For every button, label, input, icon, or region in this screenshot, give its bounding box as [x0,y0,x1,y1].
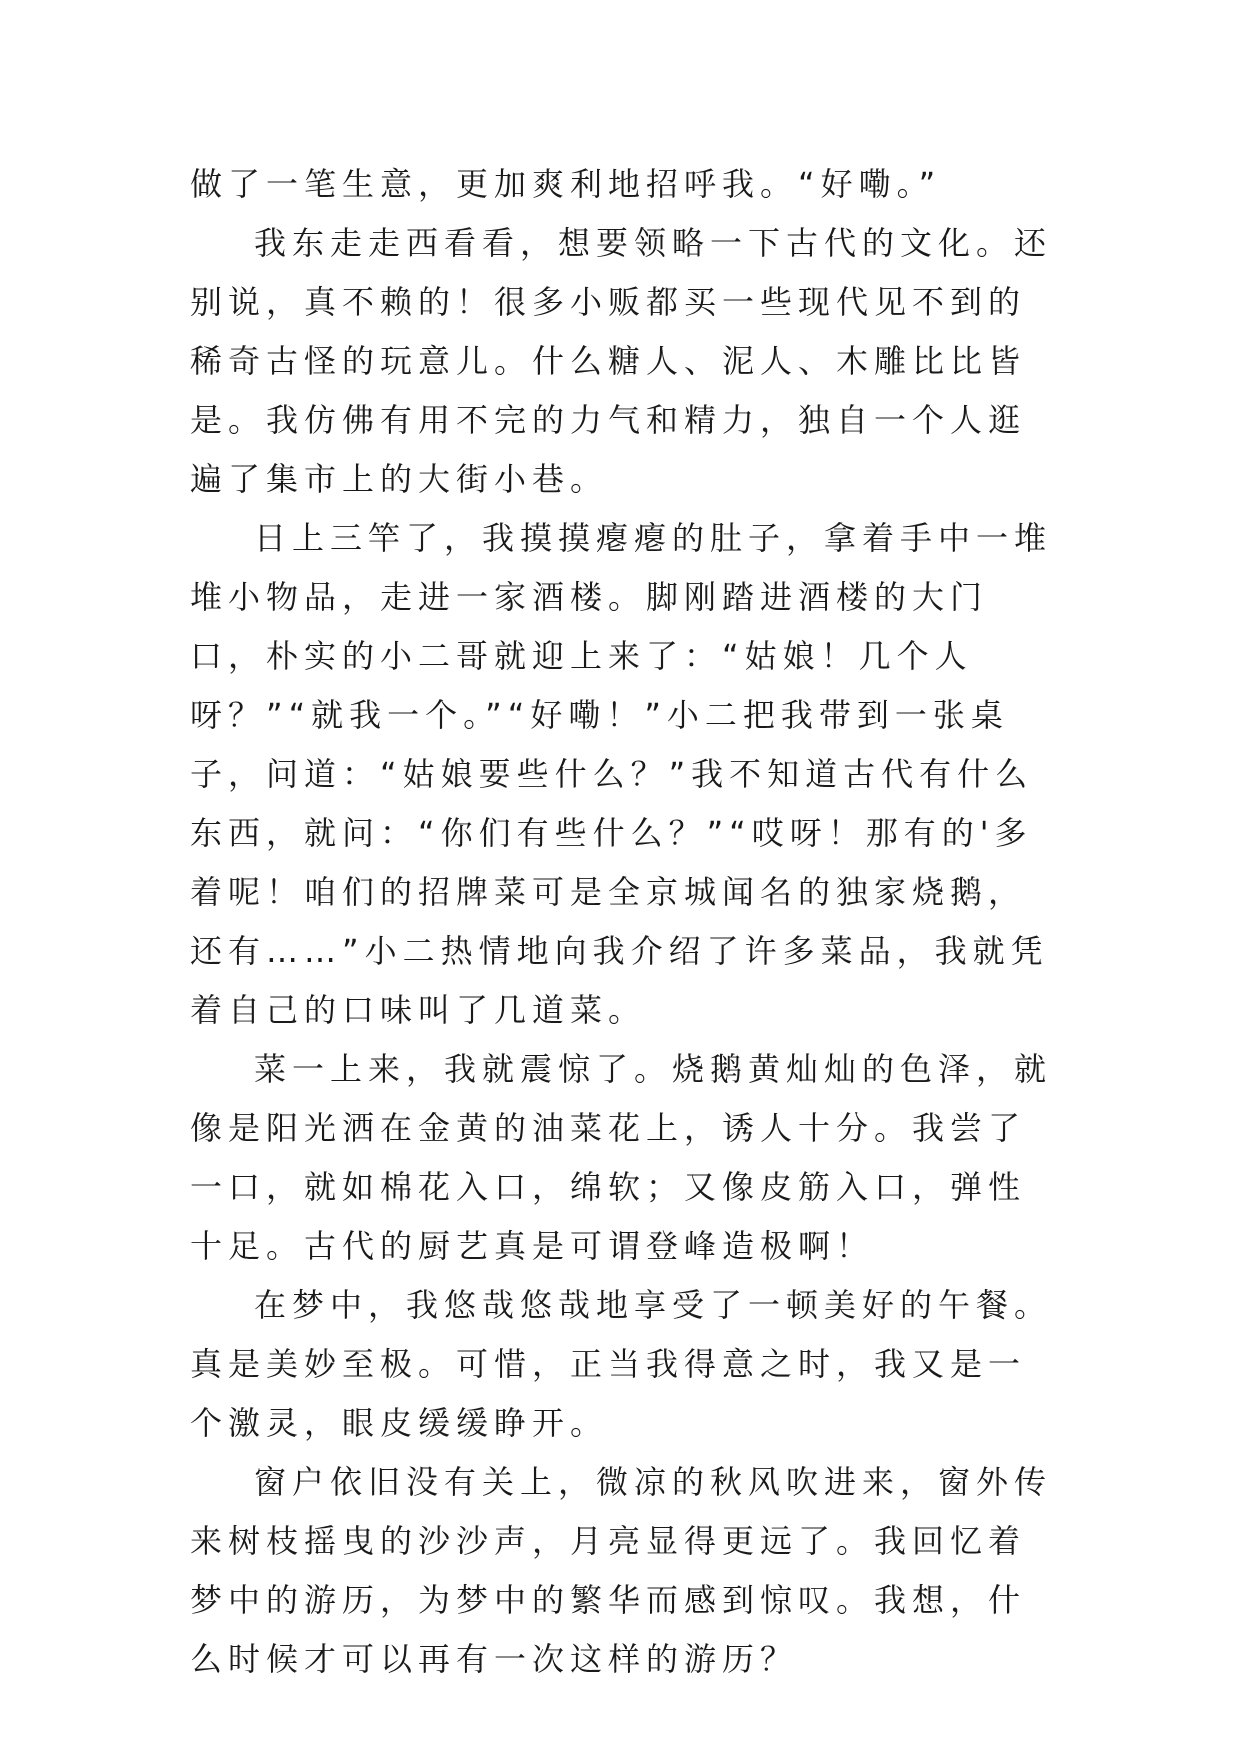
paragraph-6: 窗户依旧没有关上，微凉的秋风吹进来，窗外传来树枝摇曳的沙沙声，月亮显得更远了。我回忆着梦中的游历，为梦中的繁华而感到惊叹。我想，什么时候才可以再有一次这样的游历？ [190,1463,1053,1678]
paragraph-3: 日上三竿了，我摸摸瘪瘪的肚子，拿着手中一堆堆小物品，走进一家酒楼。脚刚踏进酒楼的大门口，朴实的小二哥就迎上来了：“姑娘！几个人呀？”“就我一个。”“好嘞！”小二把我带到一张桌子，问道：“姑娘要些什么？”我不知道古代有什么东西，就问：“你们有些什么？”“哎呀！那有的'多着呢！咱们的招牌菜可是全京城闻名的独家烧鹅，还有……”小二热情地向我介绍了许多菜品，我就凭着自己的口味叫了几道菜。 [190,519,1053,1029]
document-body [190,155,1060,1689]
paragraph-4: 菜一上来，我就震惊了。烧鹅黄灿灿的色泽，就像是阳光洒在金黄的油菜花上，诱人十分。我尝了一口，就如棉花入口，绵软；又像皮筋入口，弹性十足。古代的厨艺真是可谓登峰造极啊！ [190,1050,1053,1265]
paragraph-1: 做了一笔生意，更加爽利地招呼我。“好嘞。” [190,165,942,203]
paragraph-2: 我东走走西看看，想要领略一下古代的文化。还别说，真不赖的！很多小贩都买一些现代见不到的稀奇古怪的玩意儿。什么糖人、泥人、木雕比比皆是。我仿佛有用不完的力气和精力，独自一个人逛遍了集市上的大街小巷。 [190,224,1053,498]
paragraph-5: 在梦中，我悠哉悠哉地享受了一顿美好的午餐。真是美妙至极。可惜，正当我得意之时，我又是一个激灵，眼皮缓缓睁开。 [190,1286,1053,1442]
